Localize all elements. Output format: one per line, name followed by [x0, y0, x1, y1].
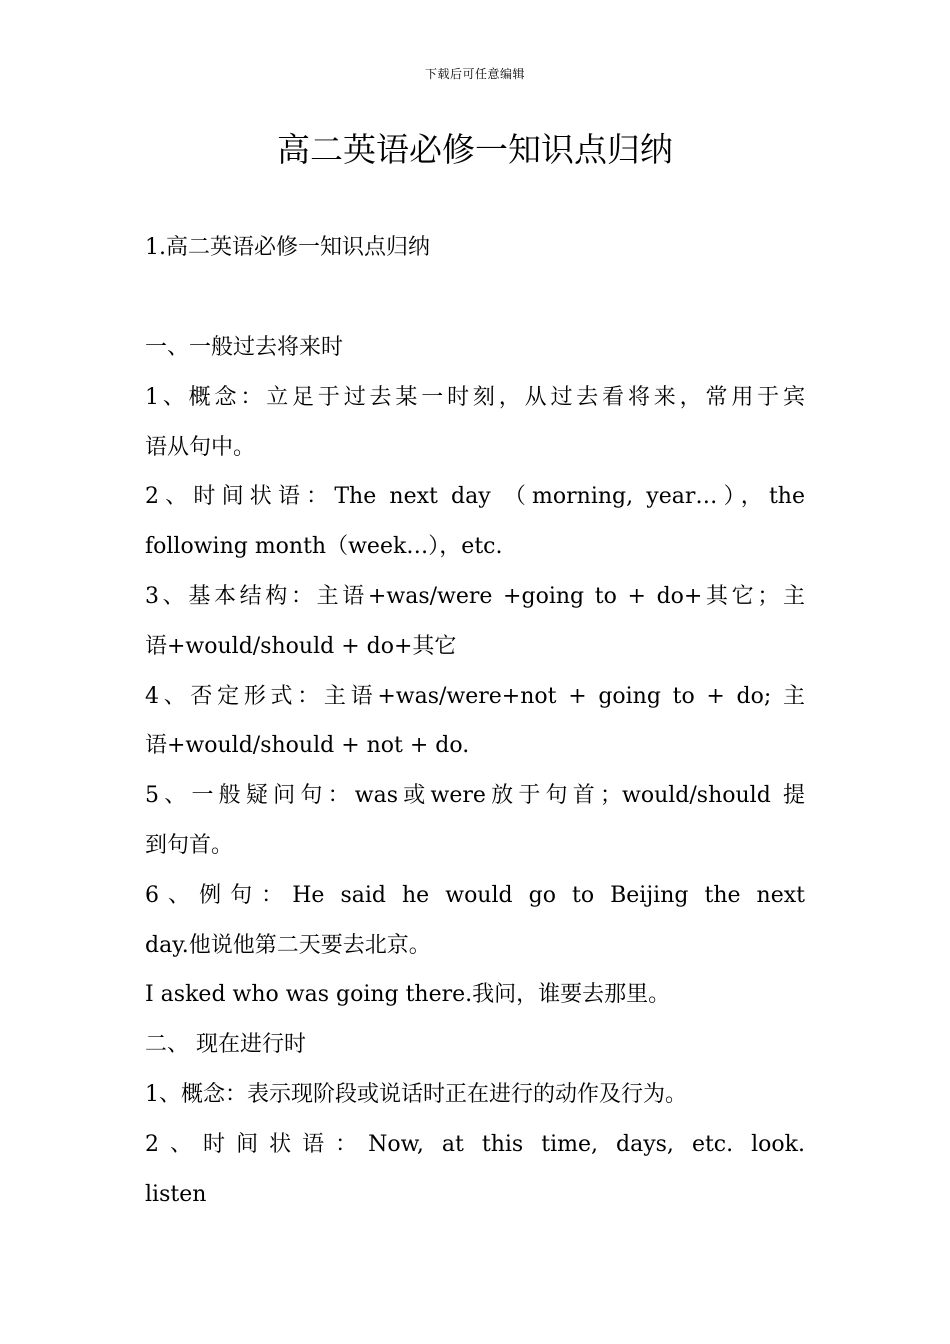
header-note: 下载后可任意编辑 — [424, 67, 525, 81]
text-line: day.他说他第二天要去北京。 — [145, 932, 431, 958]
text-line: I asked who was going there.我问，谁要去那里。 — [145, 982, 671, 1008]
text-line: 2、时间状语：Now, at this time, days, etc. look. — [145, 1131, 805, 1157]
document-title: 高二英语必修一知识点归纳 — [277, 130, 673, 169]
text-line: 3、基本结构：主语+was/were +going to + do+其它；主 — [145, 583, 805, 609]
text-line: 到句首。 — [145, 832, 234, 858]
text-line: 语从句中。 — [145, 434, 256, 460]
intro-heading-block — [145, 223, 805, 273]
text-line: 5、一般疑问句：was或were放于句首；would/should 提 — [145, 783, 805, 809]
text-line: 语+would/should + not + do. — [145, 733, 470, 759]
text-line: 1、概念：表示现阶段或说话时正在进行的动作及行为。 — [145, 1081, 687, 1107]
text-line: 二、 现在进行时 — [145, 1032, 306, 1058]
text-line: listen — [145, 1181, 207, 1207]
text-line: 1、概念：立足于过去某一时刻，从过去看将来，常用于宾 — [145, 384, 805, 410]
text-line: 6、例句：He said he would go to Beijing the next — [145, 882, 805, 908]
intro-heading: 1.高二英语必修一知识点归纳 — [145, 235, 430, 260]
content-lines — [145, 323, 805, 1219]
text-line: 语+would/should + do+其它 — [145, 633, 457, 659]
text-line: 一、一般过去将来时 — [145, 335, 344, 360]
text-line: 2、时间状语：The next day （morning, year…），the — [145, 484, 805, 510]
text-line: 4、否定形式：主语+was/were+not + going to + do; 主 — [145, 683, 805, 709]
text-line: following month（week…），etc. — [145, 534, 503, 560]
